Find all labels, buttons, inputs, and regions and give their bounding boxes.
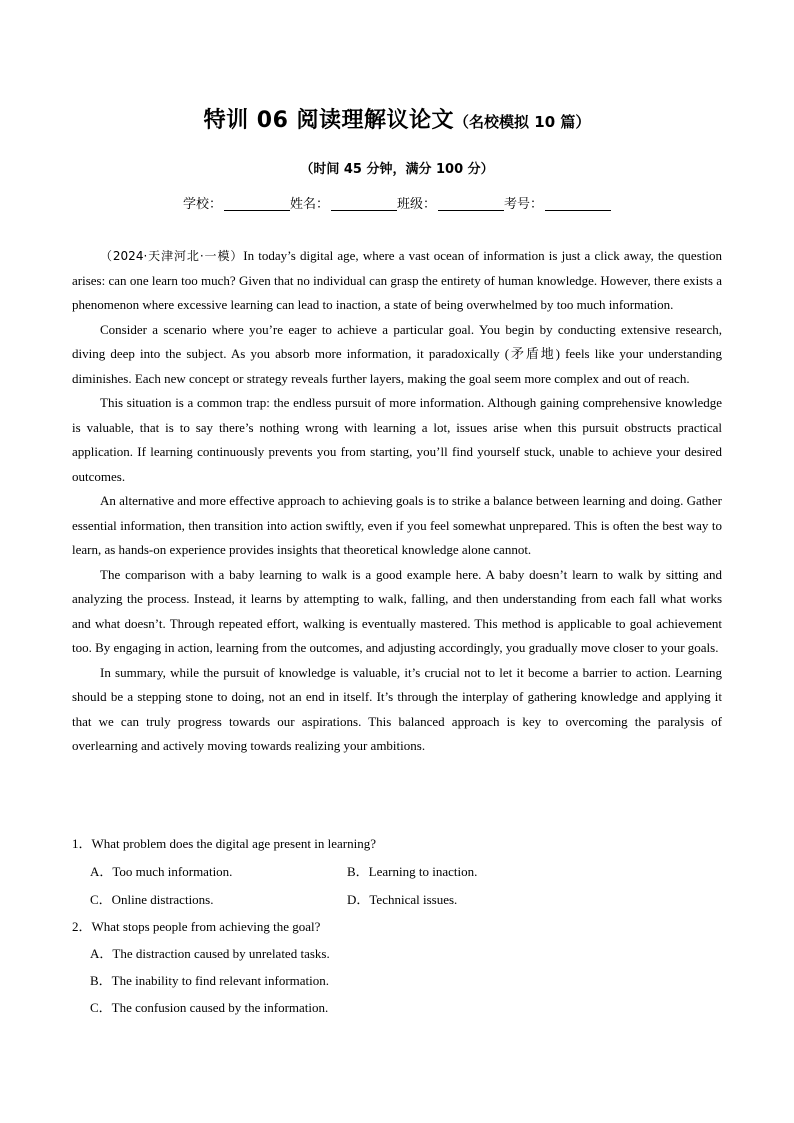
question-2-stem: 2．What stops people from achieving the goal? [72, 919, 321, 934]
school-blank[interactable] [224, 196, 290, 211]
class-label: 班级： [397, 197, 437, 212]
question-1-option-d[interactable]: D．Technical issues. [347, 892, 458, 907]
passage-paragraph-6: In summary, while the pursuit of knowledge is valuable, it’s crucial not to let it become a barrier to action. Learning should be a stepping stone to doing, not an end in itself. It’s through the interplay of gathering knowledge and applying it that we can truly progress towards our aspirations. This balanced approach is key to overcoming the paralysis of overlearning and actively moving towards realizing your ambitions. [72, 664, 722, 753]
reading-passage [72, 244, 722, 759]
exam-timing: （时间 45 分钟，满分 100 分） [300, 162, 494, 177]
question-2-option-a[interactable]: A．The distraction caused by unrelated tasks. [90, 946, 330, 961]
question-1-option-a[interactable]: A．Too much information. [90, 864, 233, 879]
passage-paragraph-5: The comparison with a baby learning to walk is a good example here. A baby doesn’t learn to walk by sitting and analyzing the process. Instead, it learns by attempting to walk, falling, and then understanding from each fall what works and what doesn’t. Through repeated effort, walking is eventually mastered. This method is applicable to goal achievement too. By engaging in action, learning from the outcomes, and adjusting accordingly, you gradually move closer to your goals. [72, 566, 722, 655]
title-main: 特训 06 阅读理解议论文 [203, 108, 455, 133]
school-label: 学校： [182, 197, 222, 212]
name-blank[interactable] [331, 196, 397, 211]
passage-paragraph-4: An alternative and more effective approach to achieving goals is to strike a balance between learning and doing. Gather essential information, then transition into action swiftly, even if you feel somewhat unprepared. This is often the best way to learn, as hands-on experience provides insights that theoretical knowledge alone cannot. [72, 493, 722, 557]
student-info-line [0, 193, 794, 212]
passage-paragraph-3: This situation is a common trap: the endless pursuit of more information. Although gaining comprehensive knowledge is valuable, that is to say there’s nothing wrong with learning a lot, issues arise when this pursuit obstructs practical application. If learning continuously prevents you from starting, you’ll find yourself stuck, unable to achieve your desired outcomes. [72, 395, 722, 484]
name-label: 姓名： [289, 197, 329, 212]
number-blank[interactable] [545, 196, 611, 211]
passage-p1-text: In today’s digital age, where a vast ocean of information is just a click away, the question arises: can one learn too much? Given that no individual can grasp the entirety of human knowledge. However, there exists a phenomenon where excessive learning can lead to inaction, a state of being overwhelmed by too much information. [72, 248, 722, 312]
number-field[interactable] [504, 193, 611, 212]
question-2-option-c[interactable]: C．The confusion caused by the information. [90, 1000, 329, 1015]
page-title [0, 103, 794, 134]
title-sub: （名校模拟 10 篇） [454, 113, 591, 131]
question-1-option-c[interactable]: C．Online distractions. [90, 892, 214, 907]
class-blank[interactable] [438, 196, 504, 211]
question-2-option-b[interactable]: B．The inability to find relevant information. [90, 973, 330, 988]
question-1-stem: 1．What problem does the digital age present in learning? [72, 836, 376, 851]
class-field[interactable] [397, 193, 504, 212]
number-label: 考号： [504, 197, 544, 212]
passage-paragraph-1 [72, 244, 722, 318]
passage-paragraph-2: Consider a scenario where you’re eager to achieve a particular goal. You begin by conducting extensive research, diving deep into the subject. As you absorb more information, it paradoxically (矛盾地) feels like your understanding diminishes. Each new concept or strategy reveals further layers, making the goal seem more complex and out of reach. [72, 321, 722, 386]
passage-source: （2024·天津河北·一模） [100, 249, 244, 263]
school-field[interactable] [183, 193, 290, 212]
question-1-option-b[interactable]: B．Learning to inaction. [347, 864, 478, 879]
name-field[interactable] [290, 193, 397, 212]
